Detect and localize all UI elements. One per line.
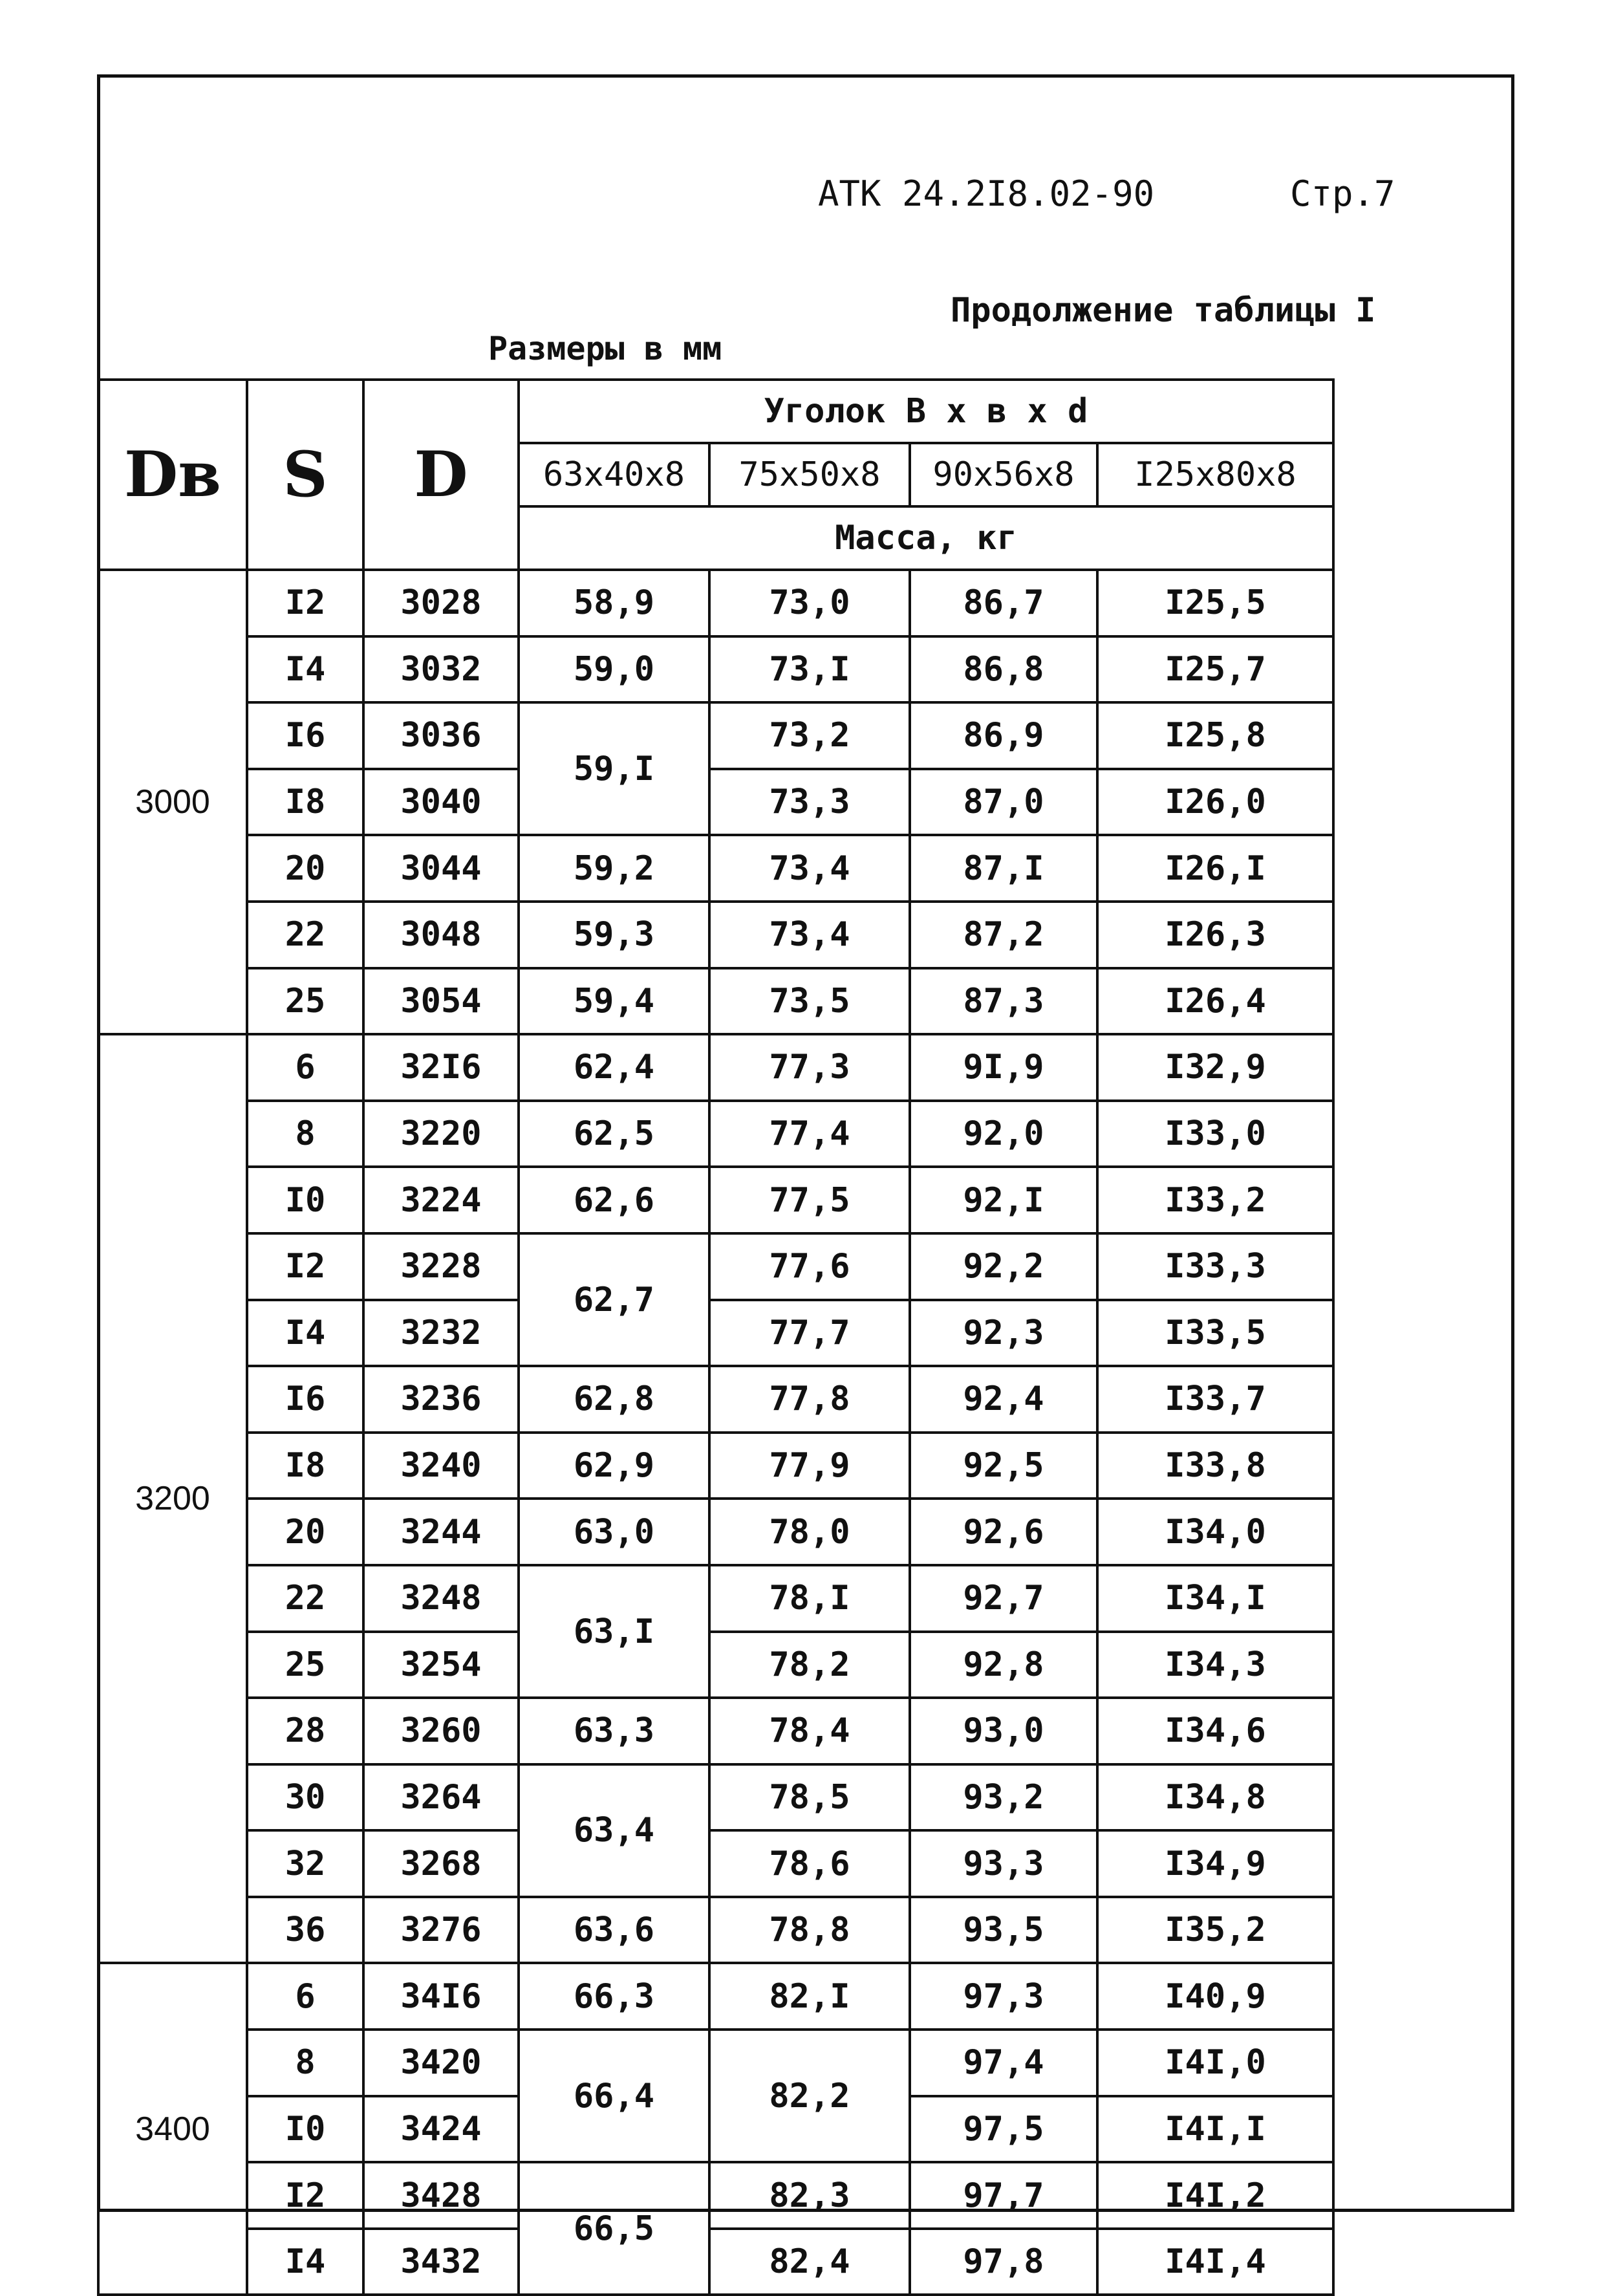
d-value: 3054 [363, 968, 519, 1035]
mass-value: 93,3 [910, 1830, 1097, 1897]
mass-value: I26,3 [1097, 902, 1333, 968]
mass-value: 93,2 [910, 1764, 1097, 1831]
page-number: Стр.7 [1290, 173, 1395, 214]
mass-value: 97,5 [910, 2096, 1097, 2163]
mass-value: 77,3 [709, 1034, 910, 1101]
mass-value: 62,8 [519, 1366, 709, 1433]
s-value: 30 [247, 1764, 363, 1831]
s-value: I2 [247, 2162, 363, 2229]
mass-value: I33,7 [1097, 1366, 1333, 1433]
table-row [98, 570, 1333, 636]
s-value: 20 [247, 835, 363, 902]
d-value: 34I6 [363, 1963, 519, 2030]
mass-value: 66,3 [519, 1963, 709, 2030]
mass-value: 63,0 [519, 1499, 709, 1565]
s-value: I0 [247, 1167, 363, 1233]
mass-value: 92,0 [910, 1101, 1097, 1167]
mass-value: I34,I [1097, 1565, 1333, 1632]
mass-value: I25,5 [1097, 570, 1333, 636]
mass-table [97, 378, 1335, 2296]
d-value: 3432 [363, 2229, 519, 2295]
s-value: I4 [247, 636, 363, 703]
dv-value: 3400 [98, 1963, 247, 2295]
mass-value: 92,2 [910, 1233, 1097, 1300]
mass-value: 77,9 [709, 1433, 910, 1499]
mass-value: I26,0 [1097, 769, 1333, 836]
mass-value: 73,4 [709, 835, 910, 902]
mass-value: 87,0 [910, 769, 1097, 836]
d-value: 3254 [363, 1632, 519, 1698]
header-angle-size: 75х50х8 [709, 443, 910, 506]
d-value: 3248 [363, 1565, 519, 1632]
mass-value: 59,0 [519, 636, 709, 703]
mass-value: 97,7 [910, 2162, 1097, 2229]
header-s: S [247, 380, 363, 570]
d-value: 3040 [363, 769, 519, 836]
d-value: 3244 [363, 1499, 519, 1565]
mass-value: 86,9 [910, 702, 1097, 769]
mass-value: I4I,I [1097, 2096, 1333, 2163]
mass-value: 87,2 [910, 902, 1097, 968]
mass-value: I26,4 [1097, 968, 1333, 1035]
s-value: 32 [247, 1830, 363, 1897]
header-angle-group: Уголок В х в х d [519, 380, 1333, 443]
mass-value: I35,2 [1097, 1897, 1333, 1964]
mass-value: I34,8 [1097, 1764, 1333, 1831]
d-value: 3036 [363, 702, 519, 769]
mass-value: 92,I [910, 1167, 1097, 1233]
mass-value: 59,3 [519, 902, 709, 968]
mass-value: 77,5 [709, 1167, 910, 1233]
mass-value: 73,I [709, 636, 910, 703]
table-row [98, 2229, 1333, 2295]
table-row [98, 702, 1333, 769]
d-value: 3228 [363, 1233, 519, 1300]
s-value: 28 [247, 1698, 363, 1764]
mass-value: I33,8 [1097, 1433, 1333, 1499]
mass-value: I33,3 [1097, 1233, 1333, 1300]
mass-value: 82,I [709, 1963, 910, 2030]
mass-value: I33,5 [1097, 1300, 1333, 1367]
mass-value: 77,7 [709, 1300, 910, 1367]
s-value: 25 [247, 968, 363, 1035]
mass-value: I4I,4 [1097, 2229, 1333, 2295]
mass-value: 77,8 [709, 1366, 910, 1433]
table-row [98, 1897, 1333, 1964]
s-value: I4 [247, 2229, 363, 2295]
mass-value: 77,6 [709, 1233, 910, 1300]
s-value: I6 [247, 702, 363, 769]
mass-value: 78,8 [709, 1897, 910, 1964]
mass-value: 82,4 [709, 2229, 910, 2295]
d-value: 3224 [363, 1167, 519, 1233]
mass-value: I25,7 [1097, 636, 1333, 703]
table-row [98, 1963, 1333, 2030]
mass-value: 59,2 [519, 835, 709, 902]
mass-value: 9I,9 [910, 1034, 1097, 1101]
table-row [98, 835, 1333, 902]
mass-value: 63,3 [519, 1698, 709, 1764]
table-row [98, 1698, 1333, 1764]
table-row [98, 769, 1333, 836]
table-row [98, 1366, 1333, 1433]
mass-value: 97,4 [910, 2030, 1097, 2096]
header-dv: Dв [98, 380, 247, 570]
mass-value: 59,4 [519, 968, 709, 1035]
d-value: 3236 [363, 1366, 519, 1433]
mass-value: 63,4 [519, 1764, 709, 1897]
mass-value: I33,2 [1097, 1167, 1333, 1233]
table-row [98, 1565, 1333, 1632]
d-value: 3048 [363, 902, 519, 968]
mass-value: 66,4 [519, 2030, 709, 2162]
table-row [98, 968, 1333, 1035]
mass-value: I4I,0 [1097, 2030, 1333, 2096]
mass-value: 82,2 [709, 2030, 910, 2162]
s-value: 22 [247, 902, 363, 968]
mass-value: 82,3 [709, 2162, 910, 2229]
mass-value: 92,7 [910, 1565, 1097, 1632]
s-value: 8 [247, 2030, 363, 2096]
mass-value: 63,6 [519, 1897, 709, 1964]
units-caption: Размеры в мм [488, 330, 722, 367]
table-row [98, 2162, 1333, 2229]
mass-value: 78,0 [709, 1499, 910, 1565]
dv-value: 3200 [98, 1034, 247, 1963]
mass-value: 86,7 [910, 570, 1097, 636]
mass-value: I34,3 [1097, 1632, 1333, 1698]
mass-value: 97,8 [910, 2229, 1097, 2295]
s-value: I8 [247, 1433, 363, 1499]
mass-value: 97,3 [910, 1963, 1097, 2030]
table-row [98, 2030, 1333, 2096]
table-row [98, 1499, 1333, 1565]
d-value: 32I6 [363, 1034, 519, 1101]
s-value: 6 [247, 1963, 363, 2030]
dv-value: 3000 [98, 570, 247, 1034]
table-row [98, 1300, 1333, 1367]
d-value: 3424 [363, 2096, 519, 2163]
s-value: 8 [247, 1101, 363, 1167]
d-value: 3044 [363, 835, 519, 902]
mass-value: 62,6 [519, 1167, 709, 1233]
mass-value: 86,8 [910, 636, 1097, 703]
d-value: 3260 [363, 1698, 519, 1764]
mass-value: 59,I [519, 702, 709, 835]
mass-value: 93,0 [910, 1698, 1097, 1764]
d-value: 3240 [363, 1433, 519, 1499]
d-value: 3276 [363, 1897, 519, 1964]
s-value: I0 [247, 2096, 363, 2163]
mass-value: 78,2 [709, 1632, 910, 1698]
mass-value: I26,I [1097, 835, 1333, 902]
table-row [98, 1632, 1333, 1698]
s-value: I2 [247, 570, 363, 636]
mass-value: 77,4 [709, 1101, 910, 1167]
mass-value: 73,5 [709, 968, 910, 1035]
mass-value: I33,0 [1097, 1101, 1333, 1167]
table-row [98, 636, 1333, 703]
d-value: 3028 [363, 570, 519, 636]
header-angle-size: I25х80х8 [1097, 443, 1333, 506]
table-row [98, 1764, 1333, 1831]
s-value: 20 [247, 1499, 363, 1565]
d-value: 3420 [363, 2030, 519, 2096]
mass-value: 63,I [519, 1565, 709, 1698]
mass-value: 62,7 [519, 1233, 709, 1366]
header-d: D [363, 380, 519, 570]
mass-value: I34,9 [1097, 1830, 1333, 1897]
mass-value: 92,5 [910, 1433, 1097, 1499]
mass-value: I40,9 [1097, 1963, 1333, 2030]
table-row [98, 1233, 1333, 1300]
table-row [98, 1167, 1333, 1233]
mass-value: I25,8 [1097, 702, 1333, 769]
mass-value: 78,4 [709, 1698, 910, 1764]
mass-value: 73,2 [709, 702, 910, 769]
mass-value: I32,9 [1097, 1034, 1333, 1101]
s-value: 25 [247, 1632, 363, 1698]
d-value: 3428 [363, 2162, 519, 2229]
mass-value: 73,3 [709, 769, 910, 836]
document-code: АТК 24.2I8.02-90 [818, 173, 1155, 214]
mass-value: 58,9 [519, 570, 709, 636]
s-value: I6 [247, 1366, 363, 1433]
mass-value: 92,8 [910, 1632, 1097, 1698]
mass-value: 62,4 [519, 1034, 709, 1101]
s-value: I4 [247, 1300, 363, 1367]
mass-value: 73,0 [709, 570, 910, 636]
mass-value: 92,6 [910, 1499, 1097, 1565]
d-value: 3268 [363, 1830, 519, 1897]
mass-value: 62,9 [519, 1433, 709, 1499]
mass-value: 93,5 [910, 1897, 1097, 1964]
mass-value: 92,3 [910, 1300, 1097, 1367]
mass-value: 78,6 [709, 1830, 910, 1897]
table-row [98, 1101, 1333, 1167]
d-value: 3032 [363, 636, 519, 703]
mass-value: I34,6 [1097, 1698, 1333, 1764]
table-row [98, 902, 1333, 968]
d-value: 3232 [363, 1300, 519, 1367]
s-value: 22 [247, 1565, 363, 1632]
s-value: 36 [247, 1897, 363, 1964]
mass-value: 87,I [910, 835, 1097, 902]
table-row [98, 1433, 1333, 1499]
mass-value: 66,5 [519, 2162, 709, 2295]
d-value: 3264 [363, 1764, 519, 1831]
header-angle-size: 90х56х8 [910, 443, 1097, 506]
header-mass: Масса, кг [519, 506, 1333, 570]
mass-value: 92,4 [910, 1366, 1097, 1433]
table-row [98, 1034, 1333, 1101]
s-value: 6 [247, 1034, 363, 1101]
mass-value: 87,3 [910, 968, 1097, 1035]
mass-value: I34,0 [1097, 1499, 1333, 1565]
mass-value: 78,5 [709, 1764, 910, 1831]
mass-value: 73,4 [709, 902, 910, 968]
table-continuation-caption: Продолжение таблицы I [951, 291, 1376, 330]
header-angle-size: 63х40х8 [519, 443, 709, 506]
s-value: I8 [247, 769, 363, 836]
mass-value: 78,I [709, 1565, 910, 1632]
mass-value: 62,5 [519, 1101, 709, 1167]
d-value: 3220 [363, 1101, 519, 1167]
s-value: I2 [247, 1233, 363, 1300]
mass-value: I4I,2 [1097, 2162, 1333, 2229]
table-row [98, 1830, 1333, 1897]
